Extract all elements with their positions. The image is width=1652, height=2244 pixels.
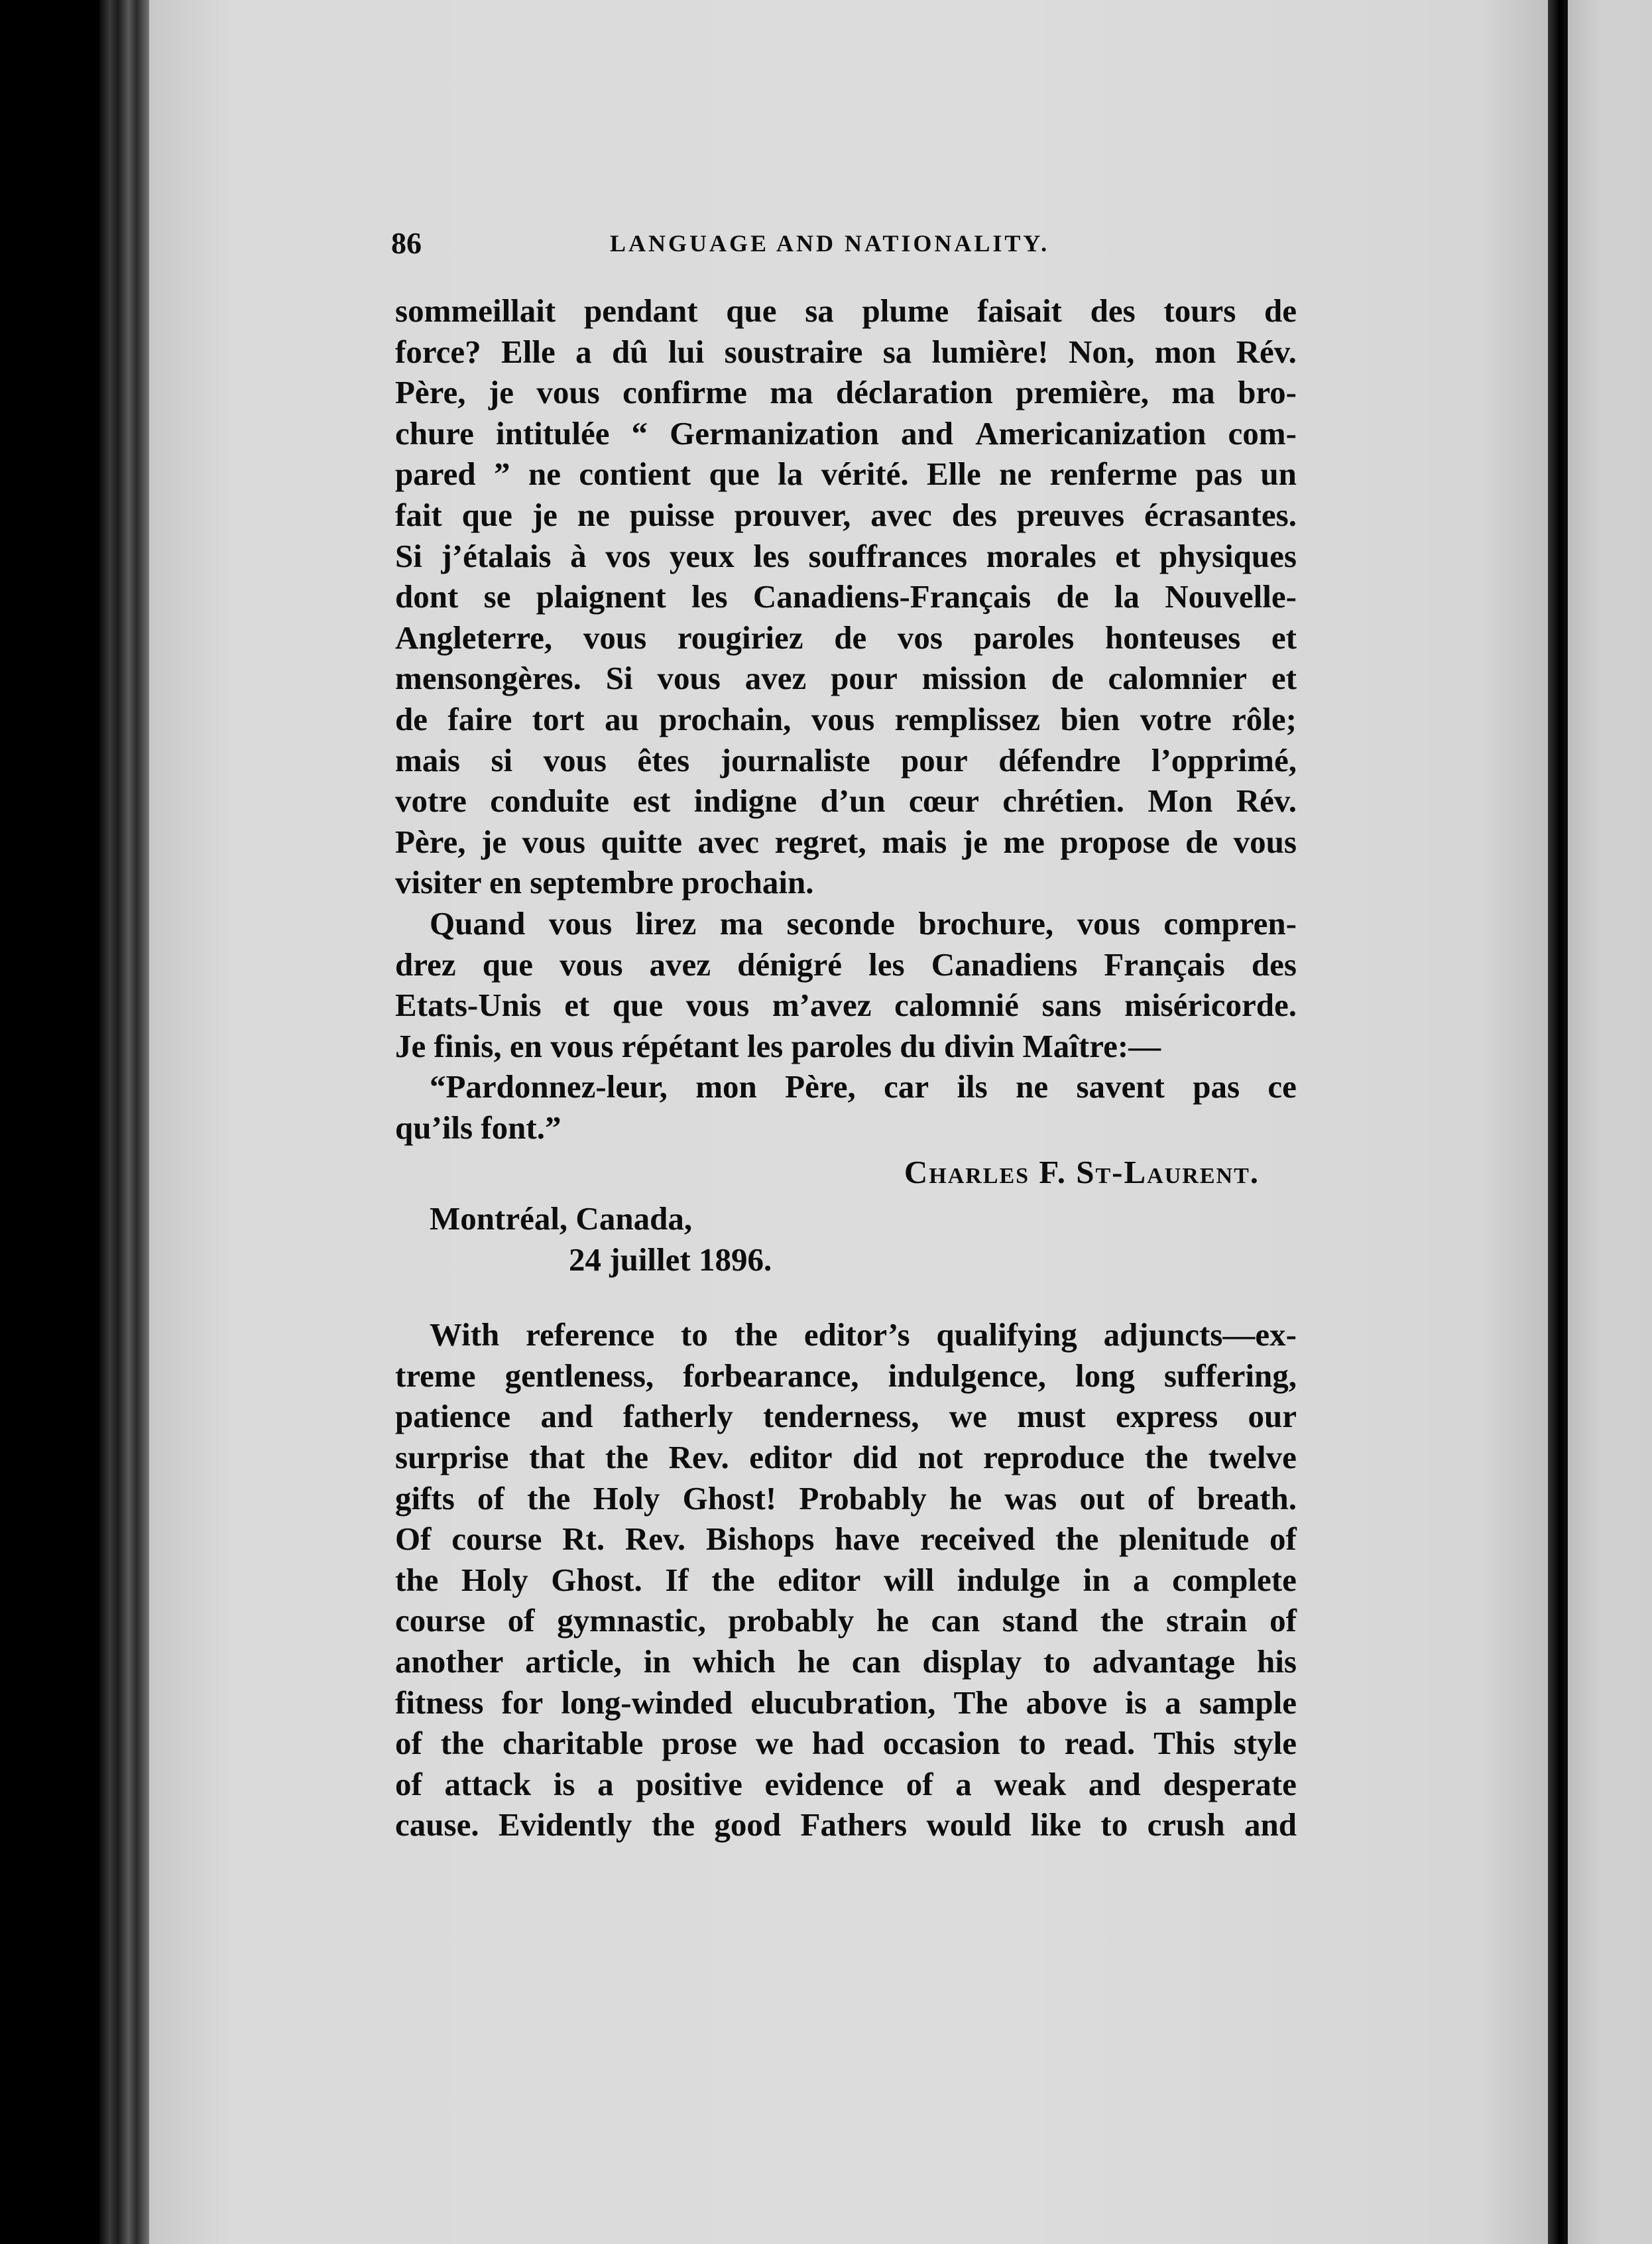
page-header [391, 225, 1293, 265]
signature: Charles F. St-Laurent. [904, 1154, 1260, 1191]
text-line: qu’ils font.” [395, 1109, 561, 1146]
text-line: visiter en septembre prochain. [395, 864, 814, 901]
text-line: “Pardonnez-leur, mon Père, car ils ne savent pas ce [430, 1068, 1297, 1105]
text-line: With reference to the editor’s qualifying adjuncts—ex- [430, 1316, 1297, 1353]
text-line: dont se plaignent les Canadiens-Français de la Nouvelle- [395, 578, 1297, 615]
text-line: the Holy Ghost. If the editor will indulge in a complete [395, 1561, 1297, 1598]
text-line: chure intitulée “ Germanization and Americanization com- [395, 414, 1297, 452]
text-line: Angleterre, vous rougiriez de vos paroles honteuses et [395, 619, 1297, 656]
paragraph-gap [395, 1280, 1297, 1314]
text-line: of the charitable prose we had occasion to read. This style [395, 1725, 1297, 1762]
page-body [395, 290, 1297, 1845]
text-line: Si j’étalais à vos yeux les souffrances morales et physiques [395, 537, 1297, 574]
text-line: sommeillait pendant que sa plume faisait des tours de [395, 292, 1297, 329]
book-page-edges [99, 0, 152, 2244]
text-line: fitness for long-winded elucubration, The above is a sample [395, 1684, 1297, 1721]
running-title: LANGUAGE AND NATIONALITY. [610, 230, 1050, 257]
text-line: another article, in which he can display to advantage his [395, 1643, 1297, 1680]
facing-page-edge [1568, 0, 1652, 2244]
text-line: patience and fatherly tenderness, we must express our [395, 1398, 1297, 1435]
page-number: 86 [391, 226, 422, 260]
text-line: cause. Evidently the good Fathers would like to crush and [395, 1806, 1297, 1843]
text-line: Of course Rt. Rev. Bishops have received the plenitude of [395, 1521, 1297, 1558]
text-line: treme gentleness, forbearance, indulgence, long suffering, [395, 1357, 1297, 1394]
text-line: course of gymnastic, probably he can stand the strain of [395, 1602, 1297, 1639]
text-line: gifts of the Holy Ghost! Probably he was out of breath. [395, 1479, 1297, 1517]
dateline-place: Montréal, Canada, [430, 1200, 693, 1237]
text-line: pared ” ne contient que la vérité. Elle ne renferme pas un [395, 456, 1297, 493]
text-line: Quand vous lirez ma seconde brochure, vous compren- [430, 904, 1297, 942]
text-line: Père, je vous confirme ma déclaration première, ma bro- [395, 374, 1297, 411]
text-line: votre conduite est indigne d’un cœur chrétien. Mon Rév. [395, 782, 1297, 820]
text-line: mensongères. Si vous avez pour mission de calomnier et [395, 660, 1297, 697]
commentary-paragraph [395, 1314, 1297, 1845]
letter-paragraph [395, 290, 1297, 903]
text-line: of attack is a positive evidence of a weak and desperate [395, 1765, 1297, 1802]
book-gutter [1548, 0, 1568, 2244]
text-line: force? Elle a dû lui soustraire sa lumière! Non, mon Rév. [395, 333, 1297, 370]
text-line: surprise that the Rev. editor did not reproduce the twelve [395, 1439, 1297, 1476]
dateline-date: 24 juillet 1896. [569, 1241, 772, 1278]
text-line: Père, je vous quitte avec regret, mais je me propose de vous [395, 823, 1297, 860]
text-line: mais si vous êtes journaliste pour défendre l’opprimé, [395, 741, 1297, 779]
text-line: drez que vous avez dénigré les Canadiens Français des [395, 946, 1297, 983]
closing-paragraph [395, 903, 1297, 1149]
text-line: Etats-Unis et que vous m’avez calomnié sans miséricorde. [395, 987, 1297, 1024]
text-line: fait que je ne puisse prouver, avec des preuves écrasantes. [395, 496, 1297, 533]
text-line: Je finis, en vous répétant les paroles du divin Maître:— [395, 1027, 1161, 1064]
text-line: de faire tort au prochain, vous remplissez bien votre rôle; [395, 700, 1297, 737]
